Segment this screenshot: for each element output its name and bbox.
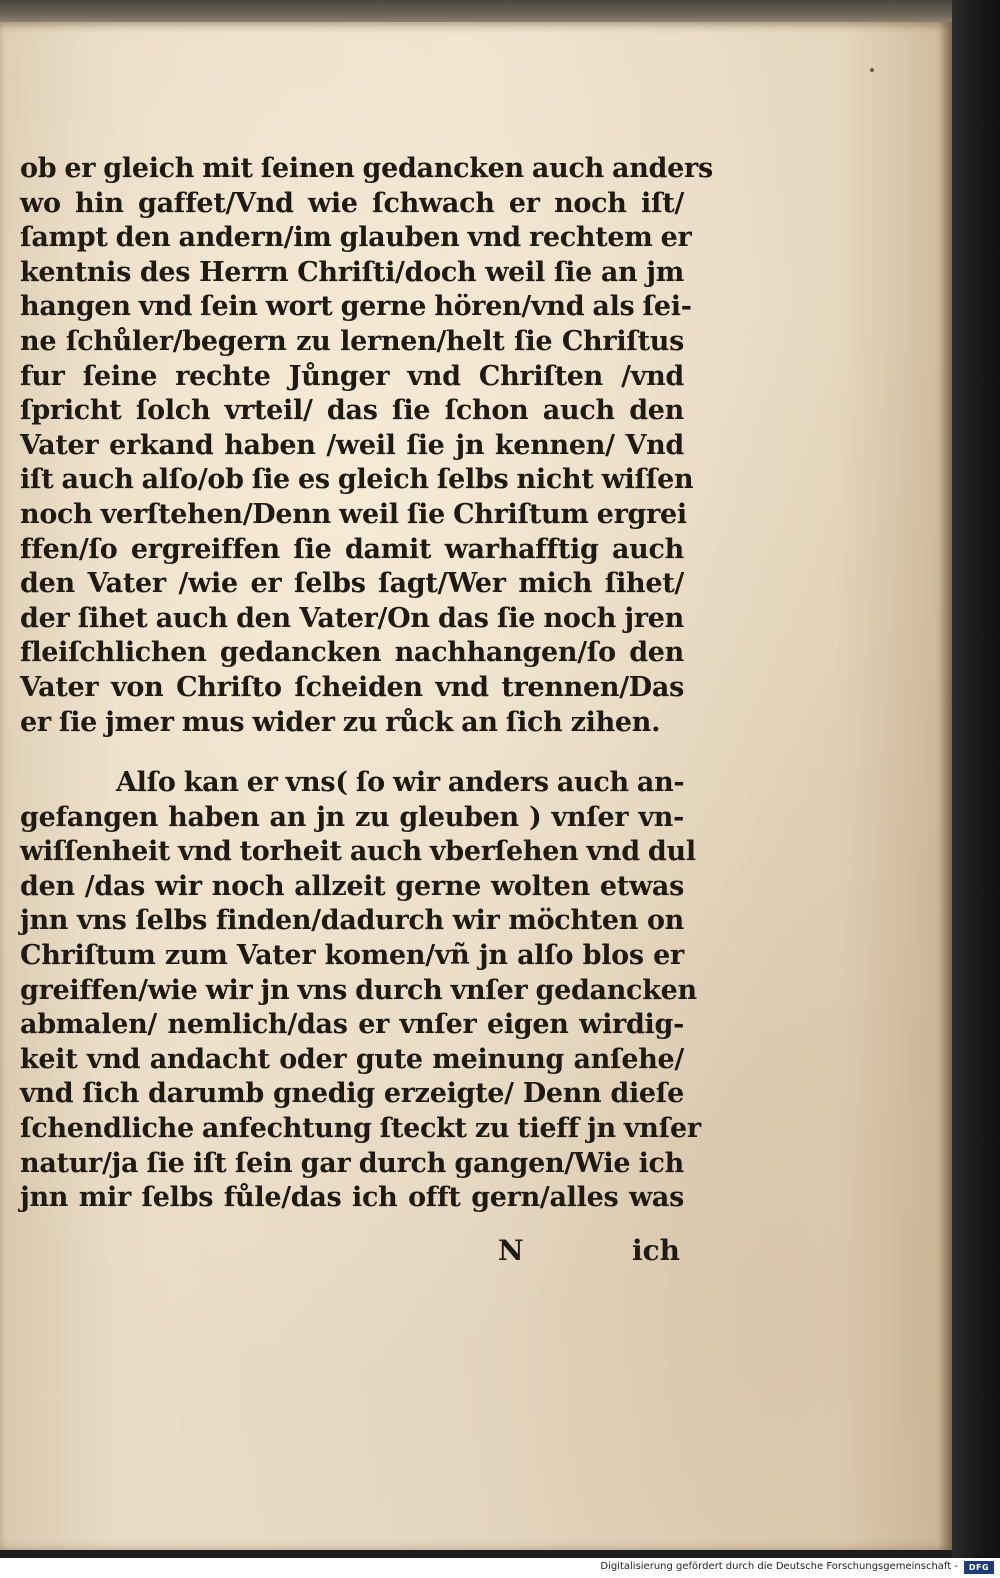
text-line: hangen vnd ſein wort gerne hören/vnd als ſei-	[20, 291, 692, 323]
text-line: er ſie jmer mus wider zu růck an ſich zihen.	[20, 706, 661, 738]
ink-speck	[870, 68, 874, 72]
text-line: den /das wir noch allzeit gerne wolten etwas	[20, 870, 684, 902]
text-line: natur/ja ſie iſt ſein gar durch gangen/Wie ich	[20, 1147, 684, 1179]
text-line: fur ſeine rechte Jůnger vnd Chriſten /vnd	[20, 360, 684, 392]
text-line: der ſihet auch den Vater/On das ſie noch jren	[20, 602, 684, 634]
text-line: ob er gleich mit ſeinen gedancken auch anders	[20, 153, 713, 184]
text-line: Alſo kan er vns( ſo wir anders auch an-	[116, 767, 685, 799]
text-line: wo hin gaffet/Vnd wie ſchwach er noch iſt/	[20, 187, 684, 219]
text-line: ſchendliche anfechtung ſteckt zu tieff jn vnſer	[20, 1113, 701, 1145]
text-line: ſpricht ſolch vrteil/ das ſie ſchon auch den	[20, 395, 684, 427]
digitization-footer	[0, 1558, 1000, 1578]
text-line: kentnis des Herrn Chriſti/doch weil ſie an jm	[20, 256, 684, 288]
text-line: ſampt den andern/im glauben vnd rechtem er	[20, 222, 692, 254]
text-line: vnd ſich darumb gnedig erzeigte/ Denn dieſe	[20, 1078, 684, 1110]
signature-mark: N	[498, 1234, 524, 1267]
text-line: Chriſtum zum Vater komen/vñ jn alſo blos er	[20, 940, 684, 972]
text-line: Vater erkand haben /weil ſie jn kennen/ Vnd	[20, 429, 684, 461]
page-foot-row	[20, 1234, 680, 1274]
paragraph-gap	[20, 740, 684, 766]
text-line: ffen/ſo ergreiffen ſie damit warhafftig auch	[20, 533, 684, 565]
book-page	[0, 22, 952, 1550]
text-line: gefangen haben an jn zu gleuben ) vnſer vn-	[20, 801, 684, 833]
catchword: ich	[631, 1234, 680, 1267]
text-line: greiffen/wie wir jn vns durch vnſer gedancken	[20, 974, 697, 1006]
text-line: den Vater /wie er ſelbs ſagt/Wer mich ſihet/	[20, 568, 684, 600]
body-text	[20, 152, 713, 1216]
text-line: fleiſchlichen gedancken nachhangen/ſo den	[20, 637, 684, 669]
text-line: jnn vns ſelbs finden/dadurch wir möchten on	[20, 905, 684, 937]
text-line: iſt auch alſo/ob ſie es gleich ſelbs nicht wiſſen	[20, 464, 694, 496]
text-line: wiſſenheit vnd torheit auch vberſehen vnd dul	[20, 836, 696, 868]
page-curl-shadow	[938, 22, 952, 1550]
text-line: noch verſtehen/Denn weil ſie Chriſtum ergrei	[20, 498, 687, 530]
paragraph-1	[20, 152, 713, 740]
dfg-logo: DFG	[964, 1561, 994, 1574]
text-line: ne ſchůler/begern zu lernen/helt ſie Chriſtus	[20, 325, 684, 357]
text-line: Vater von Chriſto ſcheiden vnd trennen/Das	[20, 671, 684, 703]
text-line: jnn mir ſelbs fůle/das ich offt gern/alles was	[20, 1182, 684, 1214]
paragraph-2	[20, 766, 701, 1216]
funding-credit: Digitalisierung gefördert durch die Deutsche Forschungsgemeinschaft -	[600, 1561, 958, 1572]
book-binding-edge	[952, 0, 1000, 1560]
book-top-edge	[0, 0, 960, 22]
text-line: keit vnd andacht oder gute meinung anſehe/	[20, 1043, 684, 1075]
text-line: abmalen/ nemlich/das er vnſer eigen wirdig-	[20, 1009, 684, 1041]
